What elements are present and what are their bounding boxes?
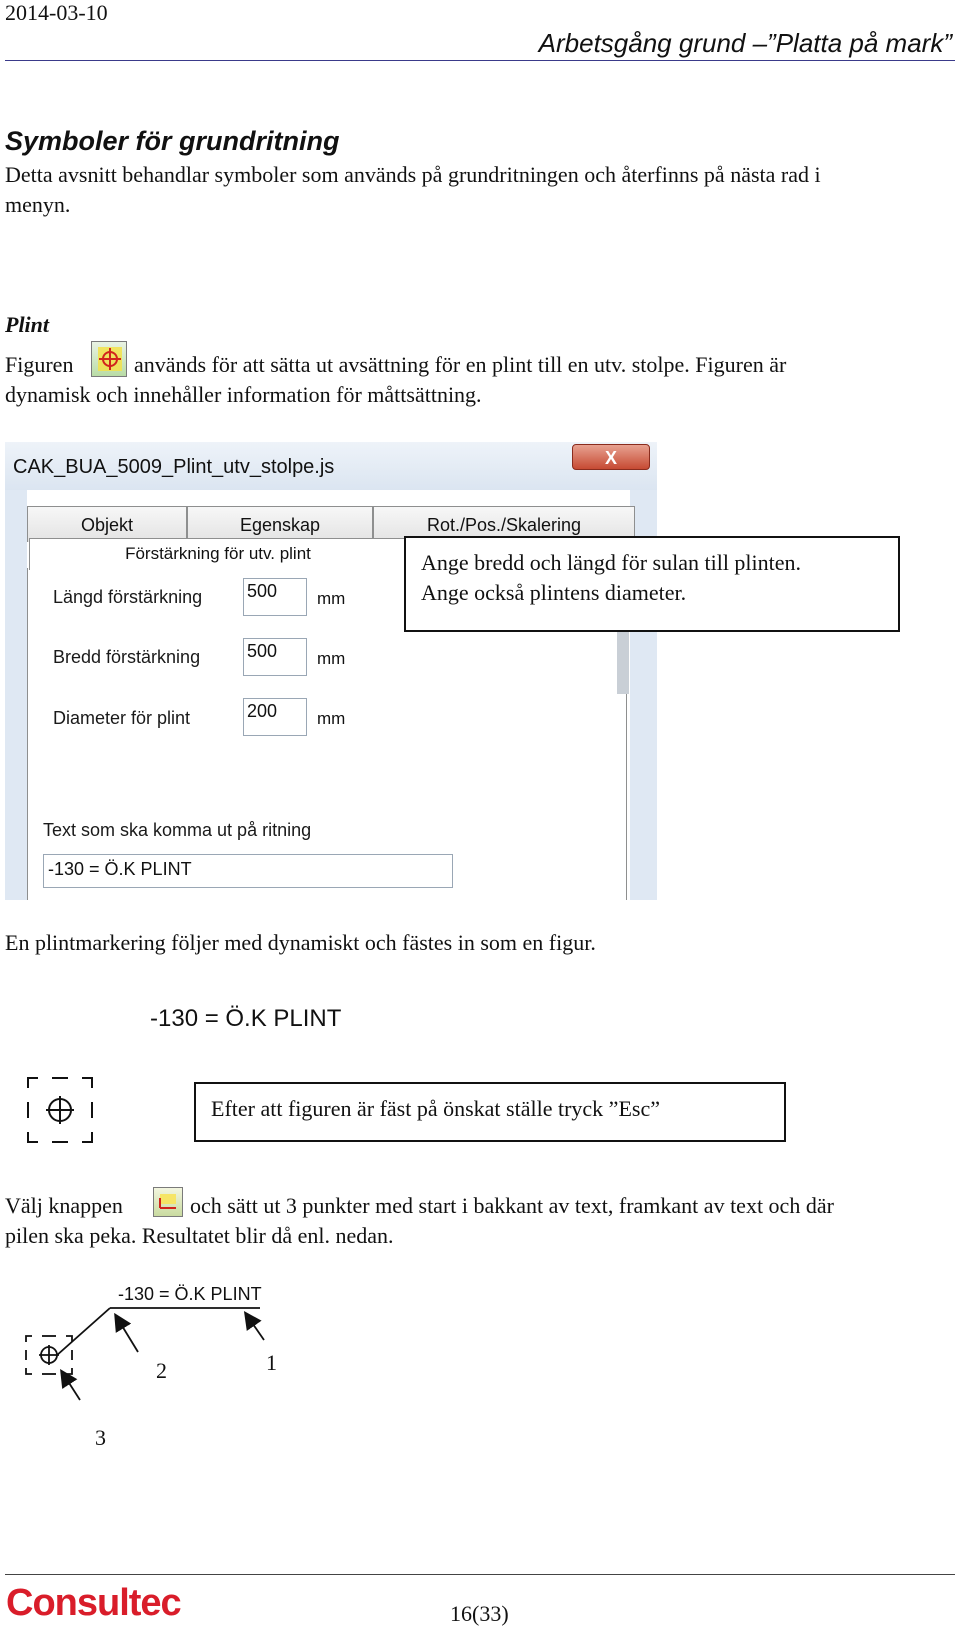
input-diameter[interactable]: 200: [243, 698, 307, 736]
plint-dialog-screenshot: [5, 442, 657, 900]
corner-bl: [28, 1132, 38, 1142]
leader-icon: [154, 1188, 182, 1216]
paragraph-choose-button: Välj knappen: [5, 1193, 123, 1218]
callout-esc: Efter att figuren är fäst på önskat ställe tryck ”Esc”: [194, 1082, 786, 1142]
header-date: 2014-03-10: [5, 0, 108, 25]
unit-langd: mm: [317, 589, 346, 608]
corner-tl: [28, 1078, 38, 1088]
dialog-close-button[interactable]: X: [572, 444, 650, 470]
document-title: Arbetsgång grund –”Platta på mark”: [538, 28, 952, 58]
input-langd[interactable]: 500: [243, 578, 307, 616]
plint-heading: Plint: [5, 312, 50, 337]
crosshair-icon: [97, 346, 123, 372]
arrow-point-3: [62, 1372, 80, 1400]
leader-diagonal: [56, 1308, 110, 1356]
header-rule: [5, 60, 955, 61]
dialog-title: CAK_BUA_5009_Plint_utv_stolpe.js: [13, 456, 335, 478]
intro-line-1: Detta avsnitt behandlar symboler som används på grundritningen och återfinns på nästa rad i: [5, 162, 821, 187]
label-point-2: 2: [156, 1358, 167, 1383]
paragraph-choose-button-cont: och sätt ut 3 punkter med start i bakkant av text, framkant av text och där: [190, 1193, 834, 1218]
callout-dimensions: [404, 536, 900, 632]
text-leader-tool-icon[interactable]: [153, 1187, 183, 1217]
field-label-diameter: Diameter för plint: [53, 708, 191, 728]
paragraph-choose-button-line-2: pilen ska peka. Resultatet blir då enl. nedan.: [5, 1223, 394, 1248]
field-label-bredd: Bredd förstärkning: [53, 647, 201, 667]
tab-egenskap[interactable]: Egenskap: [187, 506, 373, 542]
label-point-1: 1: [266, 1350, 277, 1375]
plint-text-before-icon: Figuren: [5, 352, 74, 377]
corner-br: [82, 1132, 92, 1142]
consultec-logo: Consultec: [6, 1582, 181, 1624]
callout-line-1: Ange bredd och längd för sulan till plinten.: [421, 550, 802, 575]
footer-rule: [5, 1574, 955, 1575]
callout-line-2: Ange också plintens diameter.: [421, 580, 687, 605]
label-point-3: 3: [95, 1425, 106, 1450]
plint-text-after-icon: används för att sätta ut avsättning för en plint till en utv. stolpe. Figuren är: [134, 352, 787, 377]
tab-rot-pos-skalering[interactable]: Rot./Pos./Skalering: [373, 506, 635, 542]
plint-text-line-2: dynamisk och innehåller information för måttsättning.: [5, 382, 482, 407]
text-field-input[interactable]: -130 = Ö.K PLINT: [43, 854, 453, 888]
plint-symbol: [26, 1076, 94, 1144]
subtab-forstarkning[interactable]: Förstärkning för utv. plint: [29, 538, 407, 570]
arrow-point-1: [246, 1314, 264, 1340]
intro-line-2: menyn.: [5, 192, 71, 217]
input-bredd[interactable]: 500: [243, 638, 307, 676]
page-number: 16(33): [450, 1601, 509, 1626]
text-field-label: Text som ska komma ut på ritning: [43, 820, 312, 840]
dialog-frame-left: [5, 490, 27, 900]
paragraph-plint-marker: En plintmarkering följer med dynamiskt och fästes in som en figur.: [5, 930, 596, 955]
arrow-point-2: [116, 1316, 138, 1352]
plint-tool-icon[interactable]: [91, 341, 127, 377]
section-title: Symboler för grundritning: [5, 126, 340, 156]
result-plint-text: -130 = Ö.K PLINT: [118, 1284, 262, 1304]
unit-diameter: mm: [317, 709, 346, 728]
plint-text-sample: -130 = Ö.K PLINT: [150, 1005, 342, 1032]
corner-tr: [82, 1078, 92, 1088]
tab-objekt[interactable]: Objekt: [27, 506, 187, 542]
field-label-langd: Längd förstärkning: [53, 587, 203, 607]
unit-bredd: mm: [317, 649, 346, 668]
